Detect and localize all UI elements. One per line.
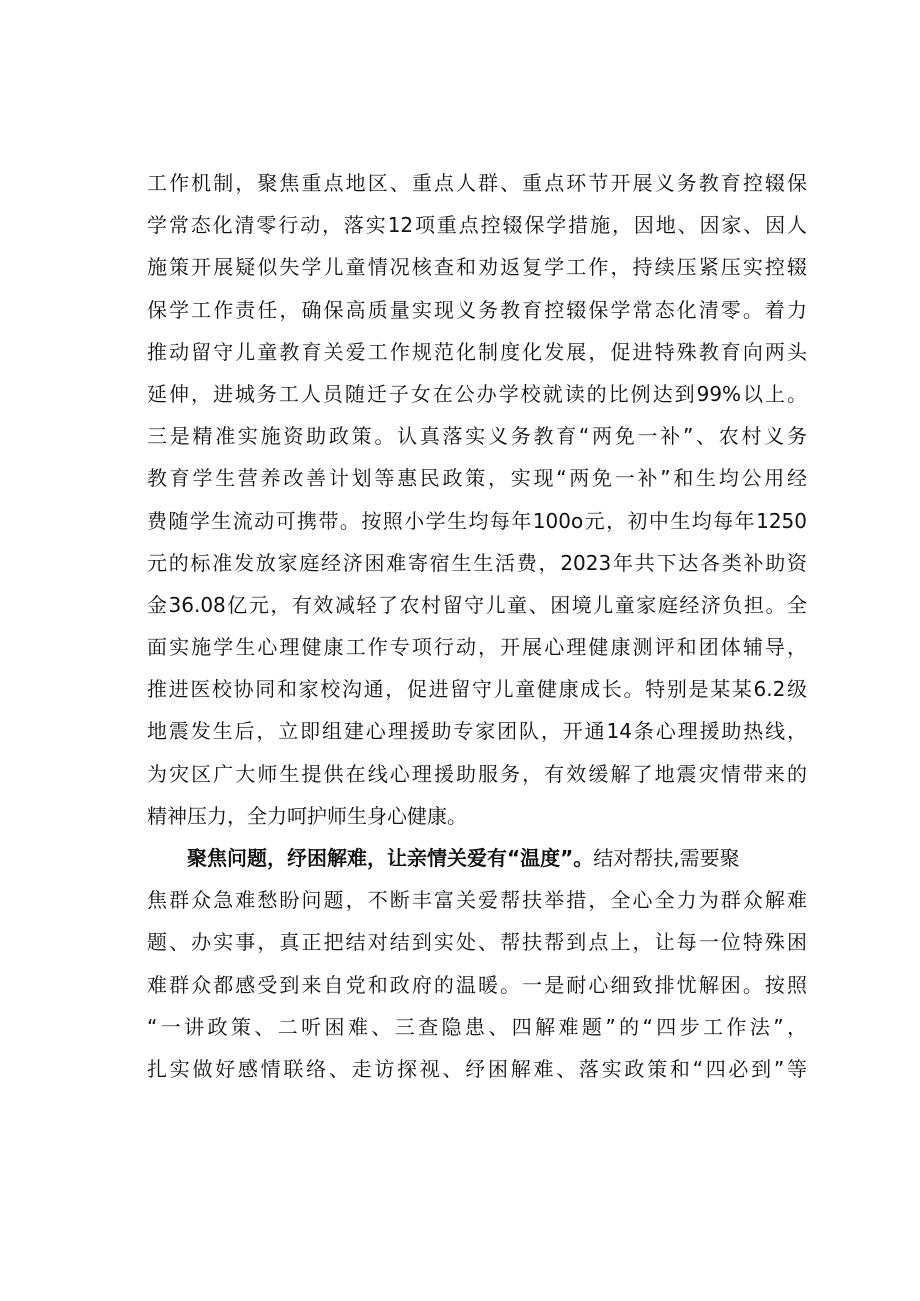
text-line-content: 精神压力，全力呵护师生身心健康。 — [147, 803, 467, 828]
text-line: 推动留守儿童教育关爱工作规范化制度化发展，促进特殊教育向两头 — [147, 339, 807, 364]
text-line: 教育学生营养改善计划等惠民政策，实现“两免一补”和生均公用经 — [147, 466, 807, 491]
text-line: 费随学生流动可携带。按照小学生均每年100o元，初中生均每年1250 — [147, 508, 807, 533]
text-line: 元的标准发放家庭经济困难寄宿生生活费，2023年共下达各类补助资 — [147, 550, 807, 575]
text-line: “一讲政策、二听困难、三查隐患、四解难题”的“四步工作法”， — [147, 1014, 807, 1039]
text-line: 三是精准实施资助政策。认真落实义务教育“两免一补”、农村义务 — [147, 424, 807, 449]
text-line — [147, 795, 807, 837]
document-body — [147, 162, 807, 1090]
text-line: 题、办实事，真正把结对结到实处、帮扶帮到点上，让每一位特殊困 — [147, 930, 807, 955]
text-line: 难群众都感受到来自党和政府的温暖。一是耐心细致排忧解困。按照 — [147, 972, 807, 997]
text-line: 推进医校协同和家校沟通，促进留守儿童健康成长。特别是某某6.2级 — [147, 677, 807, 702]
text-line: 扎实做好感情联络、走访探视、纾困解难、落实政策和“四必到”等 — [147, 1056, 807, 1081]
text-line: 施策开展疑似失学儿童情况核查和劝返复学工作，持续压紧压实控辍 — [147, 255, 807, 280]
text-line: 延伸，进城务工人员随迁子女在公办学校就读的比例达到99%以上。 — [147, 381, 807, 406]
text-line: 保学工作责任，确保高质量实现义务教育控辍保学常态化清零。着力 — [147, 297, 807, 322]
text-line: 金36.08亿元，有效减轻了农村留守儿童、困境儿童家庭经济负担。全 — [147, 592, 807, 617]
text-line: 学常态化清零行动，落实12项重点控辍保学措施，因地、因家、因人 — [147, 213, 807, 238]
text-line: 为灾区广大师生提供在线心理援助服务，有效缓解了地震灾情带来的 — [147, 761, 807, 786]
text-line: 面实施学生心理健康工作专项行动，开展心理健康测评和团体辅导， — [147, 635, 807, 660]
text-line: 工作机制，聚焦重点地区、重点人群、重点环节开展义务教育控辍保 — [147, 171, 807, 195]
section-heading-line — [147, 837, 807, 879]
text-line: 地震发生后，立即组建心理援助专家团队，开通14条心理援助热线， — [147, 719, 807, 744]
section-heading: 聚焦问题，纾困解难，让亲情关爱有“温度”。 — [187, 846, 594, 870]
section-heading-continuation: 结对帮扶,需要聚 — [593, 846, 740, 870]
text-line: 焦群众急难愁盼问题，不断丰富关爱帮扶举措，全心全力为群众解难 — [147, 888, 807, 913]
